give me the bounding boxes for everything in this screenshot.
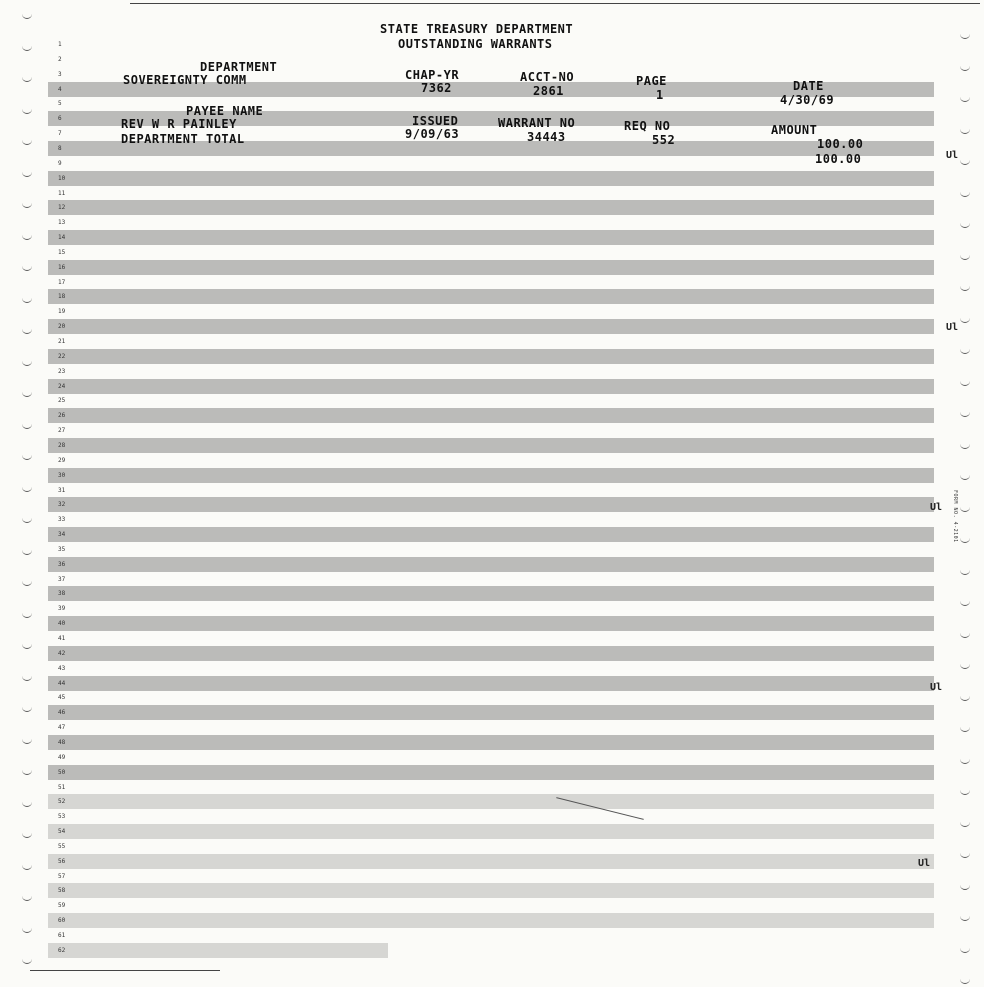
line-number: 31 (58, 486, 66, 494)
form-number-code: FORM NO. 4-2101 (952, 490, 958, 543)
line-number: 1 (58, 41, 62, 48)
department-name: SOVEREIGNTY COMM (123, 73, 247, 87)
warrant-no-header: WARRANT NO (498, 116, 576, 130)
line-number: 39 (58, 605, 66, 613)
feed-hole-right (960, 757, 970, 764)
feed-hole-right (960, 253, 970, 260)
feed-hole-right (960, 631, 970, 638)
feed-hole-left (22, 548, 32, 555)
margin-mark: Ul (918, 858, 931, 869)
acct-no-value: 2861 (533, 84, 564, 98)
greenbar-band (48, 408, 934, 423)
feed-hole-right (960, 568, 970, 575)
feed-hole-right (960, 536, 970, 543)
feed-hole-left (22, 12, 32, 19)
feed-hole-left (22, 485, 32, 492)
line-number: 10 (58, 174, 66, 182)
feed-hole-left (22, 863, 32, 870)
feed-hole-right (960, 505, 970, 512)
issued-value: 9/09/63 (405, 127, 460, 141)
feed-hole-left (22, 264, 32, 271)
line-number: 26 (58, 412, 66, 420)
feed-hole-right (960, 284, 970, 291)
line-number: 36 (58, 560, 66, 568)
greenbar-band (48, 289, 934, 304)
feed-hole-right (960, 442, 970, 449)
feed-hole-left (22, 642, 32, 649)
line-number: 5 (58, 100, 62, 108)
feed-hole-right (960, 95, 970, 102)
feed-hole-left (22, 957, 32, 964)
feed-hole-left (22, 611, 32, 618)
line-number: 54 (58, 828, 66, 836)
feed-hole-left (22, 737, 32, 744)
feed-hole-left (22, 926, 32, 933)
line-number: 3 (58, 70, 62, 78)
feed-hole-left (22, 170, 32, 177)
line-number: 14 (58, 234, 66, 242)
margin-mark: Ul (930, 502, 943, 513)
req-no-value: 552 (652, 133, 676, 147)
feed-hole-left (22, 390, 32, 397)
line-number: 2 (58, 55, 62, 63)
line-number: 43 (58, 664, 66, 672)
feed-hole-right (960, 127, 970, 134)
bottom-edge-rule (30, 970, 220, 971)
department-total-amount: 100.00 (815, 152, 862, 166)
line-number: 25 (58, 397, 66, 405)
line-number: 27 (58, 427, 66, 435)
feed-hole-right (960, 347, 970, 354)
feed-hole-right (960, 64, 970, 71)
feed-hole-left (22, 453, 32, 460)
feed-hole-left (22, 359, 32, 366)
greenbar-band (48, 794, 934, 809)
feed-hole-left (22, 44, 32, 51)
feed-hole-left (22, 516, 32, 523)
line-number: 4 (58, 85, 62, 93)
feed-hole-right (960, 820, 970, 827)
line-number: 20 (58, 323, 66, 331)
greenbar-band (48, 913, 934, 928)
issued-header: ISSUED (412, 114, 459, 128)
feed-hole-right (960, 379, 970, 386)
report-title: OUTSTANDING WARRANTS (398, 37, 553, 51)
greenbar-band (48, 616, 934, 631)
feed-hole-right (960, 914, 970, 921)
page-header: PAGE (636, 74, 667, 88)
greenbar-band (48, 230, 934, 245)
feed-hole-left (22, 75, 32, 82)
line-number: 52 (58, 798, 66, 806)
greenbar-band (48, 646, 934, 661)
margin-mark: Ul (930, 682, 943, 693)
line-number: 60 (58, 917, 66, 925)
greenbar-band (48, 468, 934, 483)
line-number: 12 (58, 204, 66, 212)
line-number: 33 (58, 516, 66, 524)
chap-yr-value: 7362 (421, 81, 452, 95)
line-number: 55 (58, 842, 66, 850)
feed-hole-left (22, 296, 32, 303)
line-number: 19 (58, 308, 66, 316)
greenbar-band (48, 883, 934, 898)
line-number: 6 (58, 115, 62, 123)
feed-hole-right (960, 946, 970, 953)
greenbar-band (48, 497, 934, 512)
feed-hole-right (960, 725, 970, 732)
feed-hole-left (22, 579, 32, 586)
line-number: 53 (58, 813, 66, 821)
line-number: 44 (58, 679, 66, 687)
line-number: 37 (58, 575, 66, 583)
line-number: 17 (58, 278, 66, 286)
greenbar-band (48, 527, 934, 542)
greenbar-band (48, 705, 934, 720)
line-number: 22 (58, 352, 66, 360)
line-number: 34 (58, 531, 66, 539)
margin-mark: Ul (946, 150, 959, 161)
greenbar-band (48, 438, 934, 453)
line-number: 42 (58, 649, 66, 657)
line-number: 15 (58, 248, 66, 256)
feed-hole-right (960, 694, 970, 701)
feed-hole-left (22, 327, 32, 334)
greenbar-band (48, 379, 934, 394)
line-number: 7 (58, 130, 62, 138)
greenbar-band (48, 349, 934, 364)
req-no-header: REQ NO (624, 119, 671, 133)
feed-hole-right (960, 599, 970, 606)
greenbar-band (48, 319, 934, 334)
line-number: 58 (58, 887, 66, 895)
line-number: 18 (58, 293, 66, 301)
greenbar-band (48, 586, 934, 601)
feed-hole-left (22, 138, 32, 145)
feed-hole-left (22, 674, 32, 681)
line-number: 23 (58, 367, 66, 375)
feed-hole-left (22, 800, 32, 807)
feed-hole-right (960, 788, 970, 795)
line-number: 47 (58, 724, 66, 732)
feed-hole-left (22, 768, 32, 775)
feed-hole-right (960, 851, 970, 858)
payee-name-header: PAYEE NAME (186, 104, 264, 118)
line-number: 24 (58, 382, 66, 390)
line-number: 8 (58, 144, 62, 152)
feed-hole-right (960, 316, 970, 323)
line-number: 61 (58, 932, 66, 939)
line-number: 35 (58, 545, 66, 553)
report-agency: STATE TREASURY DEPARTMENT (380, 22, 574, 36)
top-edge-rule (130, 3, 980, 4)
payee-name-value: REV W R PAINLEY (121, 117, 237, 131)
acct-no-header: ACCT-NO (520, 70, 575, 84)
line-number: 40 (58, 620, 66, 628)
feed-hole-left (22, 705, 32, 712)
feed-hole-right (960, 883, 970, 890)
line-number: 16 (58, 263, 66, 271)
line-number: 56 (58, 857, 66, 865)
feed-hole-left (22, 831, 32, 838)
line-number: 45 (58, 694, 66, 702)
line-number: 21 (58, 338, 66, 345)
greenbar-band (48, 260, 934, 275)
department-header: DEPARTMENT (200, 60, 278, 74)
line-number: 62 (58, 946, 66, 954)
greenbar-band (48, 854, 934, 869)
line-number: 30 (58, 471, 66, 479)
line-number: 13 (58, 219, 66, 227)
line-number: 51 (58, 783, 66, 791)
line-number: 49 (58, 753, 66, 761)
feed-hole-right (960, 221, 970, 228)
line-number: 57 (58, 872, 66, 880)
feed-hole-right (960, 32, 970, 39)
line-number: 41 (58, 635, 66, 642)
feed-hole-right (960, 410, 970, 417)
feed-hole-left (22, 201, 32, 208)
line-number: 48 (58, 738, 66, 746)
line-number: 9 (58, 159, 62, 167)
line-number: 28 (58, 441, 66, 449)
line-number: 59 (58, 902, 66, 910)
greenbar-band (48, 171, 934, 186)
greenbar-band (48, 943, 388, 958)
page-value: 1 (656, 88, 664, 102)
date-value: 4/30/69 (780, 93, 835, 107)
feed-hole-left (22, 894, 32, 901)
line-number: 32 (58, 501, 66, 509)
margin-mark: Ul (946, 322, 959, 333)
feed-hole-left (22, 422, 32, 429)
feed-hole-right (960, 190, 970, 197)
line-number: 29 (58, 456, 66, 464)
feed-hole-right (960, 662, 970, 669)
department-total-label: DEPARTMENT TOTAL (121, 132, 245, 146)
chap-yr-header: CHAP-YR (405, 68, 460, 82)
date-header: DATE (793, 79, 824, 93)
amount-value: 100.00 (817, 137, 864, 151)
line-number: 11 (58, 189, 66, 197)
line-number: 46 (58, 709, 66, 717)
warrant-no-value: 34443 (527, 130, 566, 144)
feed-hole-left (22, 233, 32, 240)
feed-hole-right (960, 158, 970, 165)
feed-hole-right (960, 473, 970, 480)
amount-header: AMOUNT (771, 123, 818, 137)
line-number: 50 (58, 768, 66, 776)
greenbar-band (48, 735, 934, 750)
greenbar-band (48, 557, 934, 572)
line-number: 38 (58, 590, 66, 598)
greenbar-band (48, 676, 934, 691)
feed-hole-right (960, 977, 970, 984)
feed-hole-left (22, 107, 32, 114)
greenbar-band (48, 200, 934, 215)
greenbar-band (48, 765, 934, 780)
greenbar-band (48, 824, 934, 839)
